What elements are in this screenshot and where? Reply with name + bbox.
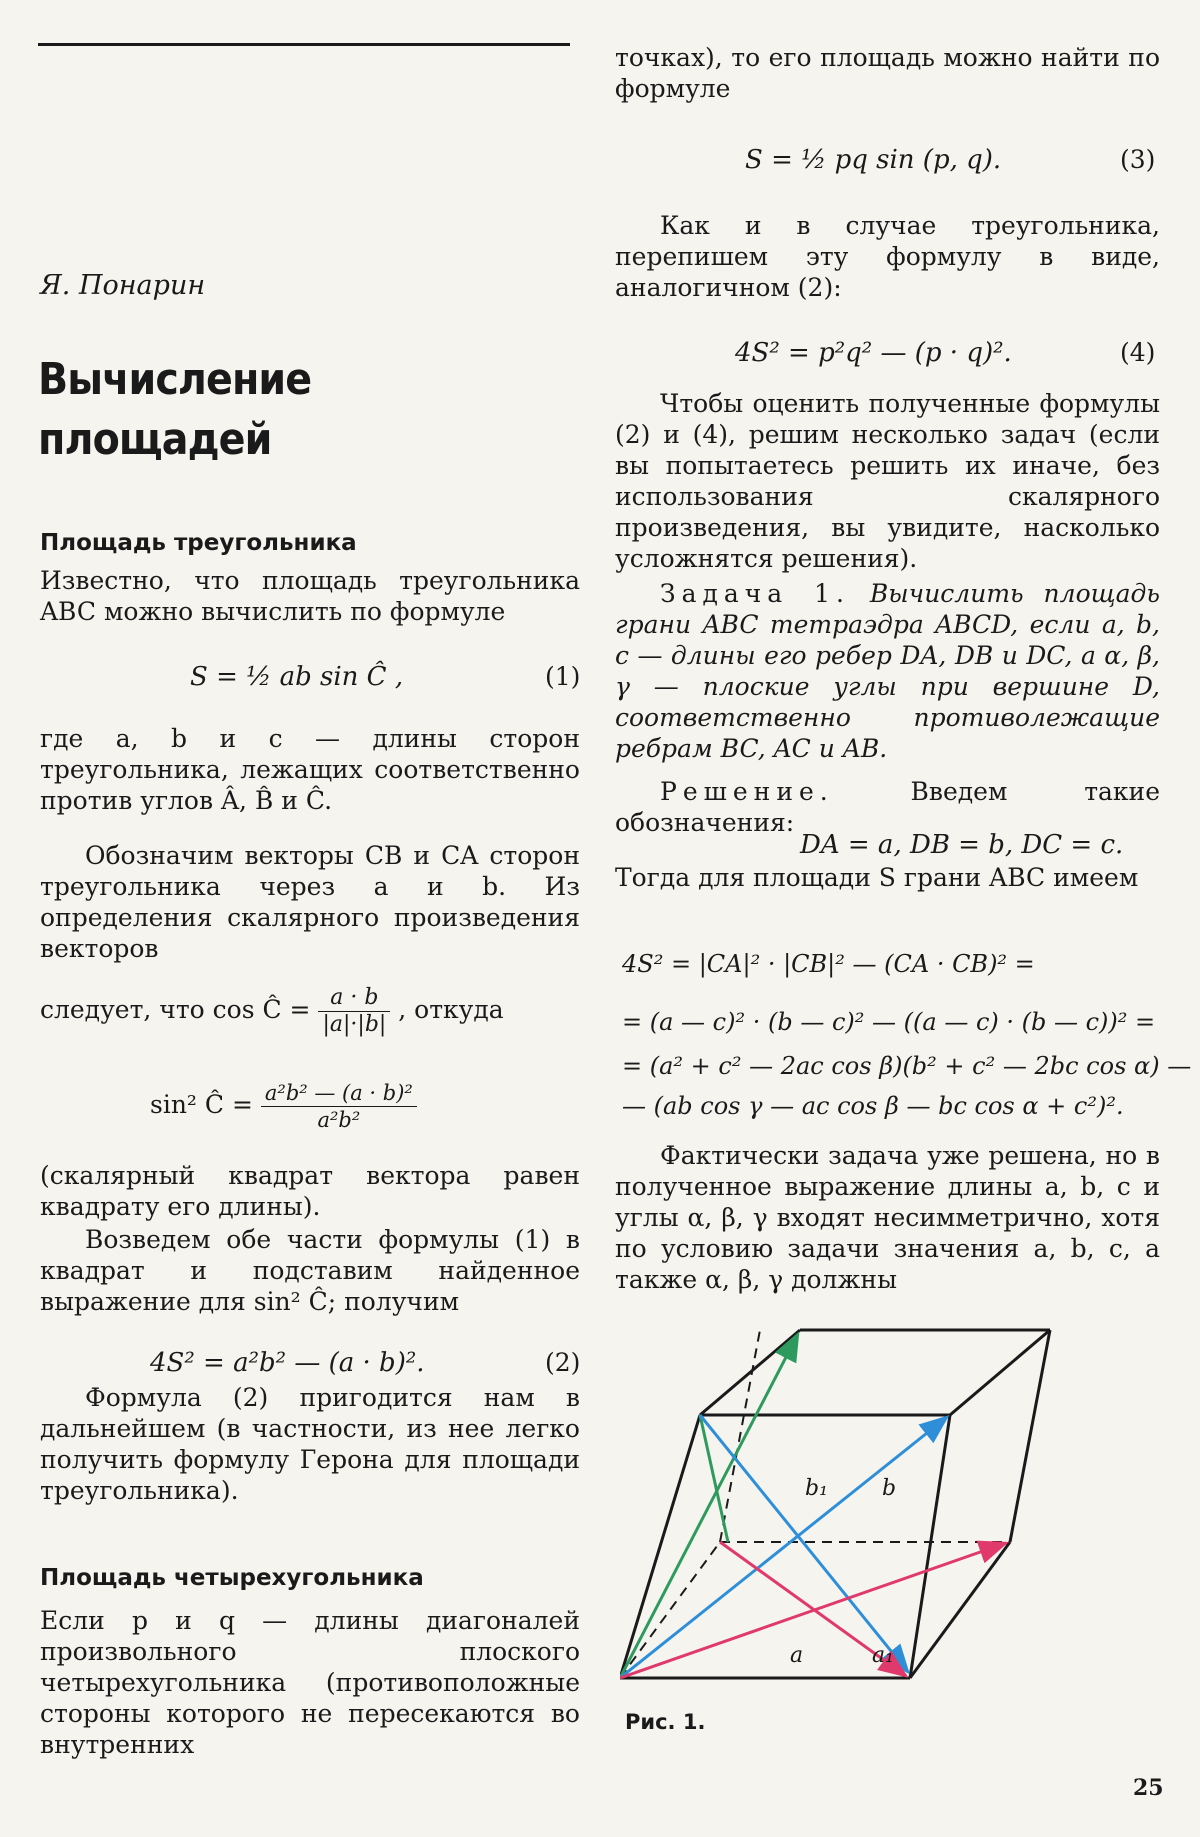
formula-1-number: (1) (545, 662, 581, 691)
cos-denominator: |a|·|b| (322, 1012, 387, 1037)
equation-line-1: 4S² = |CA|² · |CB|² — (CA · CB)² = (622, 950, 1035, 978)
figure-parallelepiped (620, 1320, 1160, 1690)
hidden-edge (720, 1330, 760, 1542)
cos-suffix: , откуда (398, 995, 504, 1024)
title-line-1: Вычисление (38, 354, 312, 405)
label-a1: a₁ (872, 1643, 894, 1668)
blue-vector-b (620, 1417, 947, 1678)
formula-3: S = ½ pq sin (p, q). (745, 145, 1002, 175)
solution (615, 776, 1160, 838)
paragraph: Как и в случае треугольника, перепишем эту формулу в виде, аналогичном (2): (615, 211, 1160, 302)
section-2-heading: Площадь четырехугольника (40, 1565, 424, 1591)
cos-numerator: a · b (318, 985, 390, 1012)
solution-text: Введем такие обозначения: (615, 777, 1161, 837)
top-rule (38, 43, 570, 46)
solution-label: Решение. (660, 777, 834, 806)
figure-caption: Рис. 1. (625, 1710, 706, 1734)
label-b1: b₁ (805, 1476, 828, 1501)
paragraph: (скалярный квадрат вектора равен квадрату его длины). (40, 1161, 580, 1221)
sin-formula (150, 1080, 417, 1133)
cos-formula-line (40, 985, 580, 1038)
paragraph: точках), то его площадь можно найти по формуле (615, 43, 1160, 103)
sin-denominator: a²b² (317, 1108, 361, 1132)
article-title (38, 350, 311, 470)
notation: DA = a, DB = b, DC = c. (800, 830, 1124, 860)
sin-numerator: a²b² — (a · b)² (261, 1080, 417, 1107)
formula-4-number: (4) (1120, 338, 1156, 367)
formula-2-number: (2) (545, 1348, 581, 1377)
page-number: 25 (1133, 1775, 1164, 1801)
edge (910, 1542, 1010, 1678)
paragraph: Тогда для площади S грани ABC имеем (615, 863, 1139, 892)
edge (1010, 1330, 1050, 1542)
paragraph: где a, b и c — длины сторон треугольника, лежащих соответственно против углов Â, B̂ и Ĉ. (40, 724, 580, 815)
paragraph: Известно, что площадь треугольника ABC можно вычислить по формуле (40, 566, 580, 626)
equation-line-3: = (a² + c² — 2ac cos β)(b² + c² — 2bc cos α) — (622, 1052, 1192, 1080)
title-line-2: площадей (38, 414, 272, 465)
paragraph: Возведем обе части формулы (1) в квадрат и подставим найденное выражение для sin² Ĉ; получим (40, 1225, 580, 1316)
formula-1: S = ½ ab sin Ĉ , (190, 662, 404, 692)
sin-fraction (261, 1080, 417, 1133)
task-1 (615, 578, 1160, 764)
edge (700, 1330, 800, 1415)
label-b: b (882, 1476, 897, 1501)
paragraph: Обозначим векторы CB и CA сторон треугольника через a и b. Из определения скалярного произведения векторов (40, 841, 580, 963)
sin-lhs: sin² Ĉ = (150, 1090, 253, 1119)
paragraph: Фактически задача уже решена, но в полученное выражение длины a, b, c и углы α, β, γ входят несимметрично, хотя по условию задачи значения a, b, c, а также α, β, γ должны (615, 1141, 1160, 1294)
paragraph: Чтобы оценить полученные формулы (2) и (4), решим несколько задач (если вы попытаетесь решить их иначе, без использования скалярного произведения, вы увидите, насколько усложнятся решения). (615, 389, 1160, 573)
equation-line-4: — (ab cos γ — ac cos β — bc cos α + c²)². (622, 1092, 1124, 1120)
cos-prefix: следует, что cos Ĉ = (40, 995, 311, 1024)
paragraph: Если p и q — длины диагоналей произвольного плоского четырехугольника (противоположные стороны которого не пересекаются во внутренних (40, 1606, 580, 1759)
paragraph: Формула (2) пригодится нам в дальнейшем (в частности, из нее легко получить формулу Герона для площади треугольника). (40, 1383, 580, 1505)
label-a: a (790, 1643, 804, 1668)
equation-line-2: = (a — c)² · (b — c)² — ((a — c) · (b — c))² = (622, 1008, 1156, 1036)
edge (910, 1415, 950, 1678)
formula-2: 4S² = a²b² — (a · b)². (150, 1348, 425, 1378)
task-text: Вычислить площадь грани ABC тетраэдра ABCD, если a, b, c — длины его ребер DA, DB и DC, a α, β, γ — плоские углы при вершине D, соответственно противолежащие ребрам BC, AC и AB. (615, 579, 1160, 763)
author: Я. Понарин (40, 270, 206, 301)
section-1-heading: Площадь треугольника (40, 530, 357, 556)
formula-4: 4S² = p²q² — (p · q)². (735, 338, 1012, 368)
task-label: Задача 1. (660, 579, 850, 608)
formula-3-number: (3) (1120, 145, 1156, 174)
cos-fraction (318, 985, 390, 1038)
blue-vector-b1 (700, 1415, 908, 1672)
